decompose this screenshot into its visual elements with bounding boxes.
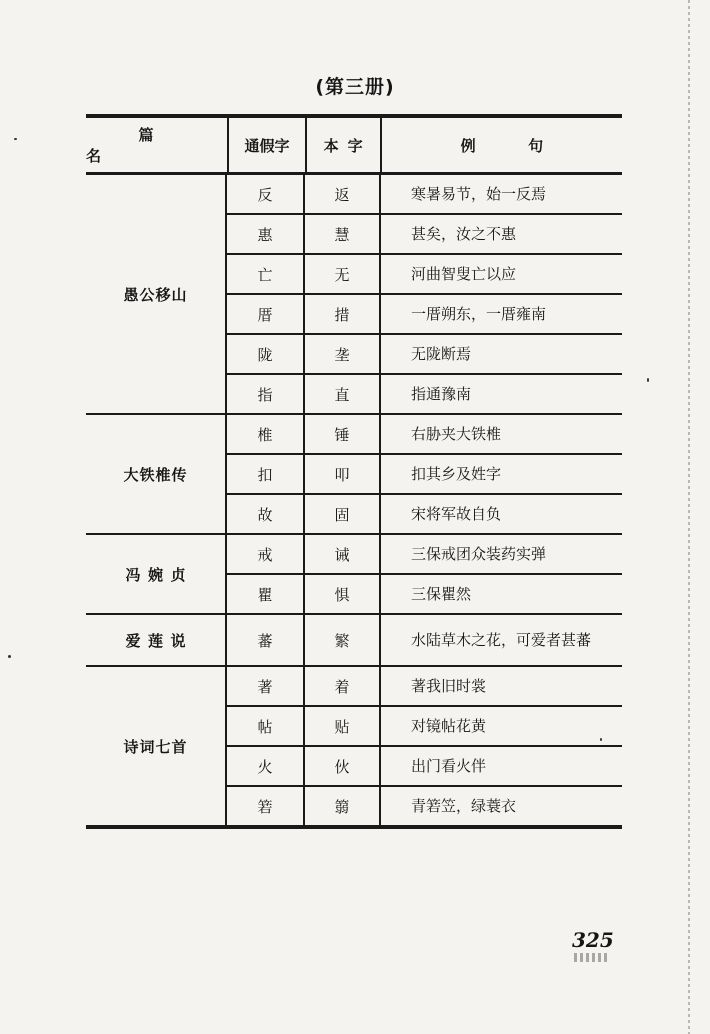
example-sentence: 甚矣，汝之不惠 <box>379 215 622 253</box>
original-char: 惧 <box>303 575 379 613</box>
variant-char: 箬 <box>225 787 303 825</box>
variant-char: 故 <box>225 495 303 533</box>
example-sentence: 三保戒团众装药实弹 <box>379 535 622 573</box>
variant-char: 陇 <box>225 335 303 373</box>
variant-char: 椎 <box>225 415 303 453</box>
table-row <box>225 253 622 293</box>
example-sentence: 无陇断焉 <box>379 335 622 373</box>
example-sentence: 青箬笠，绿蓑衣 <box>379 787 622 825</box>
variant-char: 扣 <box>225 455 303 493</box>
page-edge <box>688 0 690 1034</box>
original-char: 直 <box>303 375 379 413</box>
original-char: 繁 <box>303 615 379 665</box>
variant-char: 亡 <box>225 255 303 293</box>
table-row <box>225 213 622 253</box>
group-title: 冯婉贞 <box>125 565 193 584</box>
example-sentence: 著我旧时裳 <box>379 667 622 705</box>
table-group <box>86 667 622 825</box>
example-sentence: 出门看火伴 <box>379 747 622 785</box>
group-title: 诗词七首 <box>123 737 188 756</box>
table-row <box>225 573 622 613</box>
table-row <box>225 785 622 825</box>
original-char: 贴 <box>303 707 379 745</box>
table-group <box>86 535 622 615</box>
original-char: 措 <box>303 295 379 333</box>
variant-char: 瞿 <box>225 575 303 613</box>
table-row <box>225 175 622 213</box>
table-row <box>225 373 622 413</box>
header-original: 本字 <box>305 118 380 172</box>
variant-char: 著 <box>225 667 303 705</box>
table-row <box>225 667 622 705</box>
original-char: 伙 <box>303 747 379 785</box>
example-sentence: 水陆草木之花，可爱者甚蕃 <box>379 615 622 665</box>
variant-characters-table <box>86 114 622 829</box>
table-group <box>86 415 622 535</box>
variant-char: 厝 <box>225 295 303 333</box>
table-row <box>225 745 622 785</box>
variant-char: 惠 <box>225 215 303 253</box>
header-example: 例句 <box>380 118 622 172</box>
page-number: 325 <box>572 928 614 952</box>
table-row <box>225 493 622 533</box>
table-row <box>225 293 622 333</box>
example-sentence: 一厝朔东，一厝雍南 <box>379 295 622 333</box>
original-char: 诫 <box>303 535 379 573</box>
original-char: 固 <box>303 495 379 533</box>
example-sentence: 右胁夹大铁椎 <box>379 415 622 453</box>
scan-speck <box>600 738 602 741</box>
original-char: 叩 <box>303 455 379 493</box>
group-title: 大铁椎传 <box>123 465 188 484</box>
original-char: 着 <box>303 667 379 705</box>
table-row <box>225 415 622 453</box>
table-header <box>86 118 622 175</box>
header-variant: 通假字 <box>227 118 304 172</box>
variant-char: 反 <box>225 175 303 213</box>
group-title: 愚公移山 <box>123 285 188 304</box>
table-group <box>86 615 622 667</box>
variant-char: 蕃 <box>225 615 303 665</box>
original-char: 篛 <box>303 787 379 825</box>
scan-speck <box>8 655 11 658</box>
variant-char: 戒 <box>225 535 303 573</box>
table-row <box>225 705 622 745</box>
original-char: 无 <box>303 255 379 293</box>
variant-char: 帖 <box>225 707 303 745</box>
book-title: (第三册) <box>315 76 395 98</box>
group-title: 爱莲说 <box>125 631 193 650</box>
example-sentence: 对镜帖花黄 <box>379 707 622 745</box>
scan-speck <box>647 378 649 382</box>
table-row <box>225 453 622 493</box>
table-row <box>225 535 622 573</box>
variant-char: 火 <box>225 747 303 785</box>
original-char: 慧 <box>303 215 379 253</box>
example-sentence: 指通豫南 <box>379 375 622 413</box>
example-sentence: 宋将军故自负 <box>379 495 622 533</box>
example-sentence: 三保瞿然 <box>379 575 622 613</box>
example-sentence: 扣其乡及姓字 <box>379 455 622 493</box>
header-title: 篇名 <box>86 126 207 165</box>
table-group <box>86 175 622 415</box>
original-char: 返 <box>303 175 379 213</box>
original-char: 垄 <box>303 335 379 373</box>
scan-speck <box>14 138 17 140</box>
table-row <box>225 333 622 373</box>
variant-char: 指 <box>225 375 303 413</box>
example-sentence: 河曲智叟亡以应 <box>379 255 622 293</box>
example-sentence: 寒暑易节，始一反焉 <box>379 175 622 213</box>
original-char: 锤 <box>303 415 379 453</box>
table-row <box>225 615 622 665</box>
